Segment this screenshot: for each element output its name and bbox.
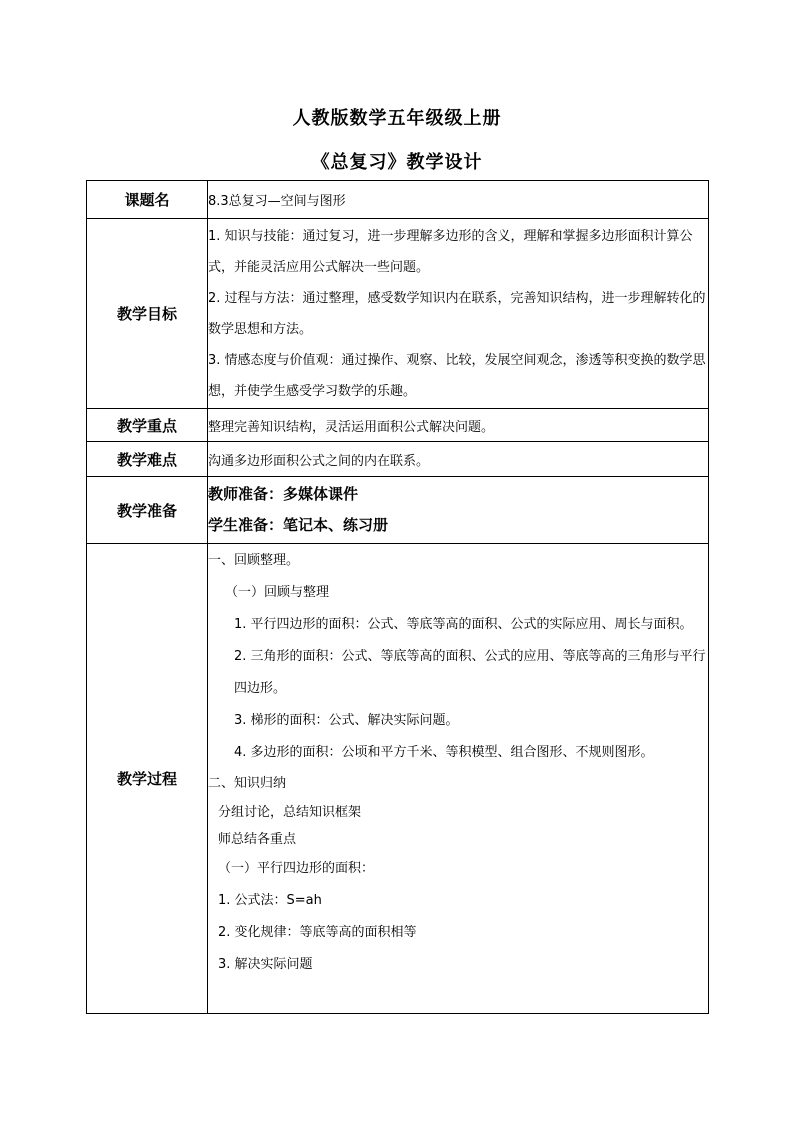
lesson-plan-table [86,180,709,1014]
preparation-cell [208,477,709,544]
topic-label: 课题名 [87,181,208,219]
key-points-label: 教学重点 [87,409,208,442]
process-text: 分组讨论，总结知识框架 [218,805,362,820]
table-row-process [87,544,709,1014]
student-preparation: 学生准备：笔记本、练习册 [208,516,389,534]
key-points-value: 整理完善知识结构，灵活运用面积公式解决问题。 [208,409,709,442]
table-row-preparation [87,477,709,544]
process-item: 2. 变化规律：等底等高的面积相等 [218,925,417,940]
process-subheading: （一）回顾与整理 [225,585,330,600]
table-row-topic [87,181,709,219]
preparation-label: 教学准备 [87,477,208,544]
process-item: 1. 公式法：S=ah [218,893,322,908]
goal-item: 2. 过程与方法：通过整理，感受数学知识内在联系，完善知识结构，进一步理解转化的数学思想和方法。 [208,290,706,337]
goals-cell [208,219,709,409]
difficulties-value: 沟通多边形面积公式之间的内在联系。 [208,442,709,477]
document-title: 人教版数学五年级级上册 [292,108,502,129]
process-heading: 一、回顾整理。 [208,553,300,568]
process-item: 3. 梯形的面积：公式、解决实际问题。 [234,713,459,728]
table-row-goals [87,219,709,409]
process-label: 教学过程 [87,544,208,1014]
table-row-key-points [87,409,709,442]
goal-item: 3. 情感态度与价值观：通过操作、观察、比较，发展空间观念，渗透等积变换的数学思想，并使学生感受学习数学的乐趣。 [208,352,706,399]
difficulties-label: 教学难点 [87,442,208,477]
goals-label: 教学目标 [87,219,208,409]
process-item: 3. 解决实际问题 [218,957,313,972]
process-text: 师总结各重点 [218,832,297,847]
document-subtitle: 《总复习》教学设计 [311,152,483,173]
topic-value: 8.3总复习—空间与图形 [208,181,709,219]
process-heading: 二、知识归纳 [208,776,287,791]
process-item: 4. 多边形的面积：公顷和平方千米、等积模型、组合图形、不规则图形。 [234,745,654,760]
process-cell [208,544,709,1014]
teacher-preparation: 教师准备：多媒体课件 [208,485,359,503]
table-row-difficulties [87,442,709,477]
process-subheading: （一）平行四边形的面积： [218,861,375,876]
goal-item: 1. 知识与技能：通过复习，进一步理解多边形的含义，理解和掌握多边形面积计算公式，并能灵活应用公式解决一些问题。 [208,228,693,275]
process-item: 2. 三角形的面积：公式、等底等高的面积、公式的应用、等底等高的三角形与平行四边形。 [234,649,706,696]
process-item: 1. 平行四边形的面积：公式、等底等高的面积、公式的实际应用、周长与面积。 [234,617,693,632]
